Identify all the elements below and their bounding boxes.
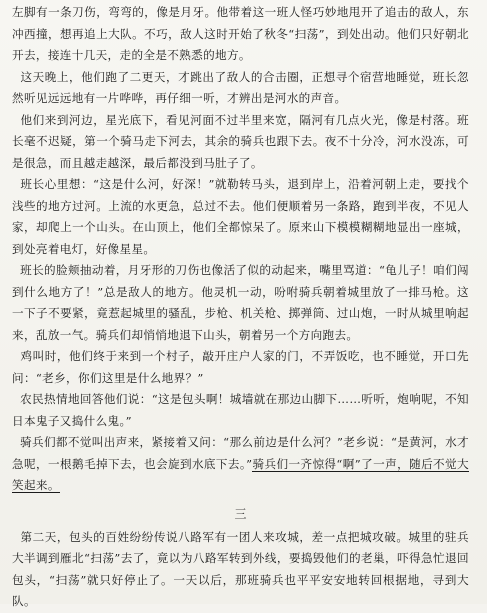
underlined-sentence: 骑兵们一齐惊得“啊”了一声，随后不觉大笑起来。 <box>12 456 469 492</box>
paragraph-6 <box>12 346 469 389</box>
paragraph-1: 左脚有一条刀伤，弯弯的，像是月牙。他带着这一班人怪巧妙地甩开了追击的敌人，东冲西撞，想再追上大队。不巧，敌人这时开始了秋冬“扫荡”，到处出动。他们只好朝北开去，接连十几天，走的全是不熟悉的地方。 <box>12 5 469 62</box>
paragraph-5-text: 班长的脸颊抽动着，月牙形的刀伤也像活了似的动起来，嘴里骂道：“龟儿子！咱们闯到什么地方了！”总是敌人的地方。他灵机一动，吩咐骑兵朝着城里放了一排马枪。这一下子不要紧，竟惹起城里的骚乱，步枪、机关枪、掷弹筒、过山炮，一时从城里响起来，乱放一气。骑兵们却悄悄地退下山头，朝着另一个方向跑去。 <box>12 263 469 342</box>
paragraph-3 <box>12 110 469 175</box>
paragraph-final-text: 第二天，包头的百姓纷纷传说八路军有一团人来攻城，差一点把城攻破。城里的驻兵大半调到雁北“扫荡”去了，竟以为八路军转到外线，要捣毁他们的老巢，吓得急忙退回包头，“扫荡”就只好停止了。一天以后，那班骑兵也平平安安地转回根据地，寻到大队。 <box>12 529 470 608</box>
paragraph-8-text: 骑兵们都不觉叫出声来，紧接着又问：“那么前边是什么河？”老乡说：“是黄河，水才急呢，一根鹅毛掉下去，也会旋到水底下去。” <box>12 435 469 471</box>
section-number: 三 <box>234 506 247 521</box>
paragraph-8 <box>12 432 469 497</box>
paragraph-3-text: 他们来到河边，星光底下，看见河面不过半里来宽，隔河有几点火光，像是村落。班长毫不迟疑，第一个骑马走下河去，其余的骑兵也跟下去。夜不十分冷，河水没冻，可是很急，而且越走越深，最后都没到马肚子了。 <box>12 112 470 170</box>
paragraph-4 <box>12 174 469 260</box>
paragraph-4-text: 班长心里想：“这是什么河，好深！”就勒转马头，退到岸上，沿着河朝上走，要找个浅些的地方过河。上流的水更急，总过不去。他们便顺着另一条路，跑到半夜，不见人家，却爬上一个山头。在山顶上，他们全都惊呆了。原来山下模模糊糊地显出一座城，到处亮着电灯，好像星星。 <box>12 177 469 256</box>
paragraph-6-text: 鸡叫时，他们终于来到一个村子，敲开庄户人家的门，不弄饭吃，也不睡觉，开口先问：“老乡，你们这里是什么地界？” <box>12 349 470 385</box>
paragraph-5 <box>12 260 469 346</box>
paragraph-2 <box>12 67 469 110</box>
paragraph-7-text: 农民热情地回答他们说：“这是包头啊！城墙就在那边山脚下……听听，炮响呢，不知日本鬼子又捣什么鬼。” <box>12 392 469 428</box>
paragraph-2-text: 这天晚上，他们跑了二更天，才跳出了敌人的合击圈，正想寻个宿营地睡觉，班长忽然听见远远地有一片哗哗，再仔细一听，才辨出是河水的声音。 <box>12 69 470 105</box>
paragraph-7 <box>12 389 469 432</box>
paragraph-final <box>12 527 469 613</box>
